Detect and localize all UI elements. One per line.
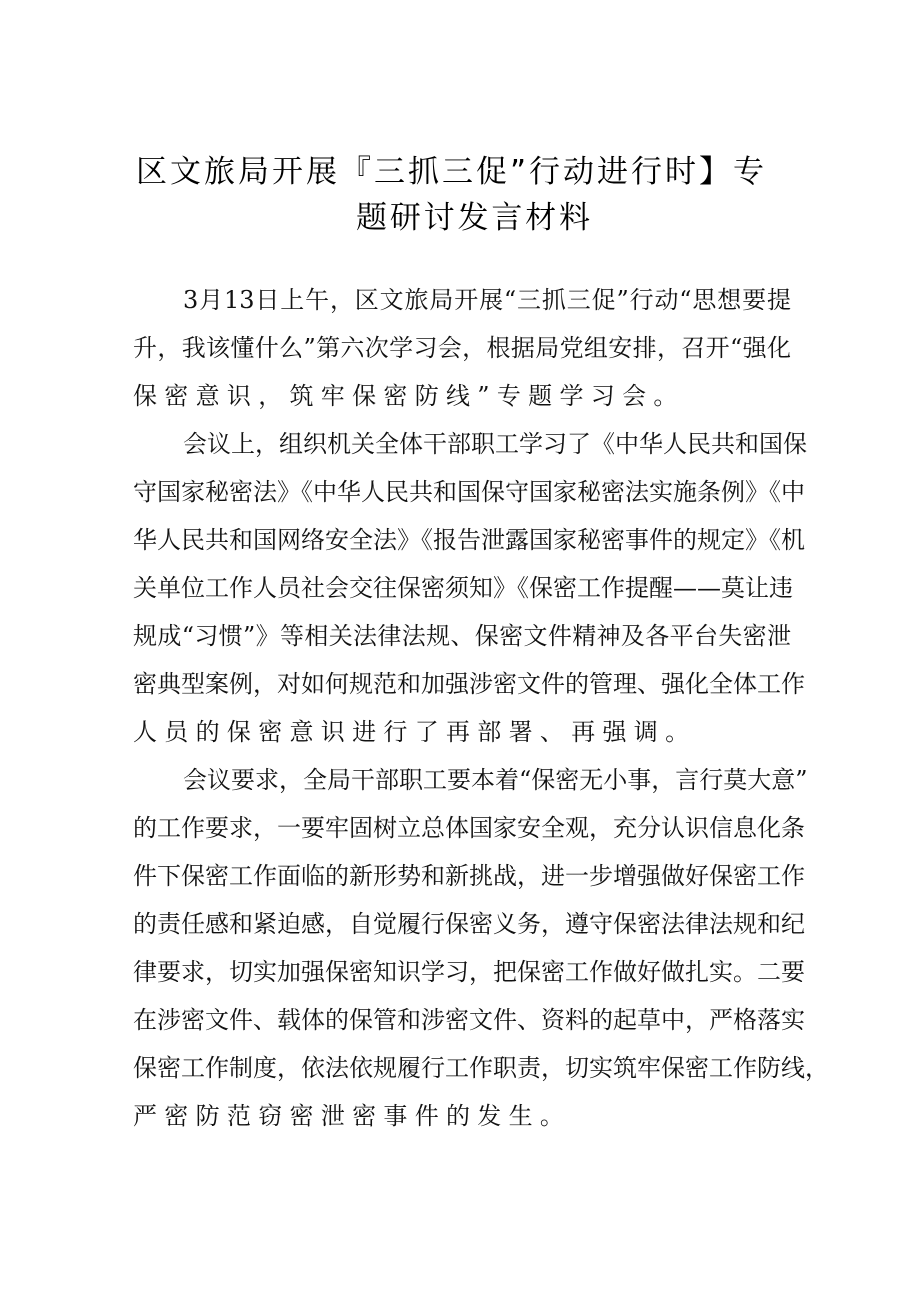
paragraph-line: 在涉密文件、载体的保管和涉密文件、资料的起草中，严格落实 bbox=[133, 1006, 805, 1034]
paragraph-line: 守国家秘密法》《中华人民共和国保守国家秘密法实施条例》《中 bbox=[133, 478, 805, 506]
paragraph-line: 人员的保密意识进行了再部署、再强调。 bbox=[133, 718, 697, 746]
paragraph-line: 华人民共和国网络安全法》《报告泄露国家秘密事件的规定》《机 bbox=[133, 526, 805, 554]
paragraph-line: 关单位工作人员社会交往保密须知》《保密工作提醒——莫让违 bbox=[133, 574, 793, 602]
paragraph-line: 密典型案例，对如何规范和加强涉密文件的管理、强化全体工作 bbox=[133, 670, 805, 698]
paragraph-line: 会议上，组织机关全体干部职工学习了《中华人民共和国保 bbox=[183, 430, 807, 458]
paragraph-line: 保密工作制度，依法依规履行工作职责，切实筑牢保密工作防线， bbox=[133, 1054, 829, 1082]
paragraph-line: 会议要求，全局干部职工要本着“保密无小事，言行莫大意” bbox=[183, 766, 808, 794]
paragraph-line: 严密防范窃密泄密事件的发生。 bbox=[133, 1102, 572, 1130]
paragraph-line: 规成“习惯”》等相关法律法规、保密文件精神及各平台失密泄 bbox=[133, 622, 791, 650]
paragraph bbox=[133, 756, 829, 1140]
paragraph-line: 件下保密工作面临的新形势和新挑战，进一步增强做好保密工作 bbox=[133, 862, 805, 890]
paragraph-line: 的责任感和紧迫感，自觉履行保密义务，遵守保密法律法规和纪 bbox=[133, 910, 805, 938]
paragraph-line: 3月13日上午，区文旅局开展“三抓三促”行动“思想要提 bbox=[183, 286, 791, 314]
paragraph bbox=[133, 420, 807, 756]
document-body bbox=[133, 276, 829, 1140]
paragraph-line: 的工作要求，一要牢固树立总体国家安全观，充分认识信息化条 bbox=[133, 814, 805, 842]
document-title-line-1: 区文旅局开展『三抓三促”行动进行时】专 bbox=[136, 154, 764, 190]
paragraph-line: 升，我该懂什么”第六次学习会，根据局党组安排，召开“强化 bbox=[133, 334, 791, 362]
paragraph bbox=[133, 276, 791, 420]
paragraph-line: 保密意识，筑牢保密防线”专题学习会。 bbox=[133, 382, 685, 410]
document-title-line-2: 题研讨发言材料 bbox=[356, 200, 590, 236]
paragraph-line: 律要求，切实加强保密知识学习，把保密工作做好做扎实。二要 bbox=[133, 958, 805, 986]
